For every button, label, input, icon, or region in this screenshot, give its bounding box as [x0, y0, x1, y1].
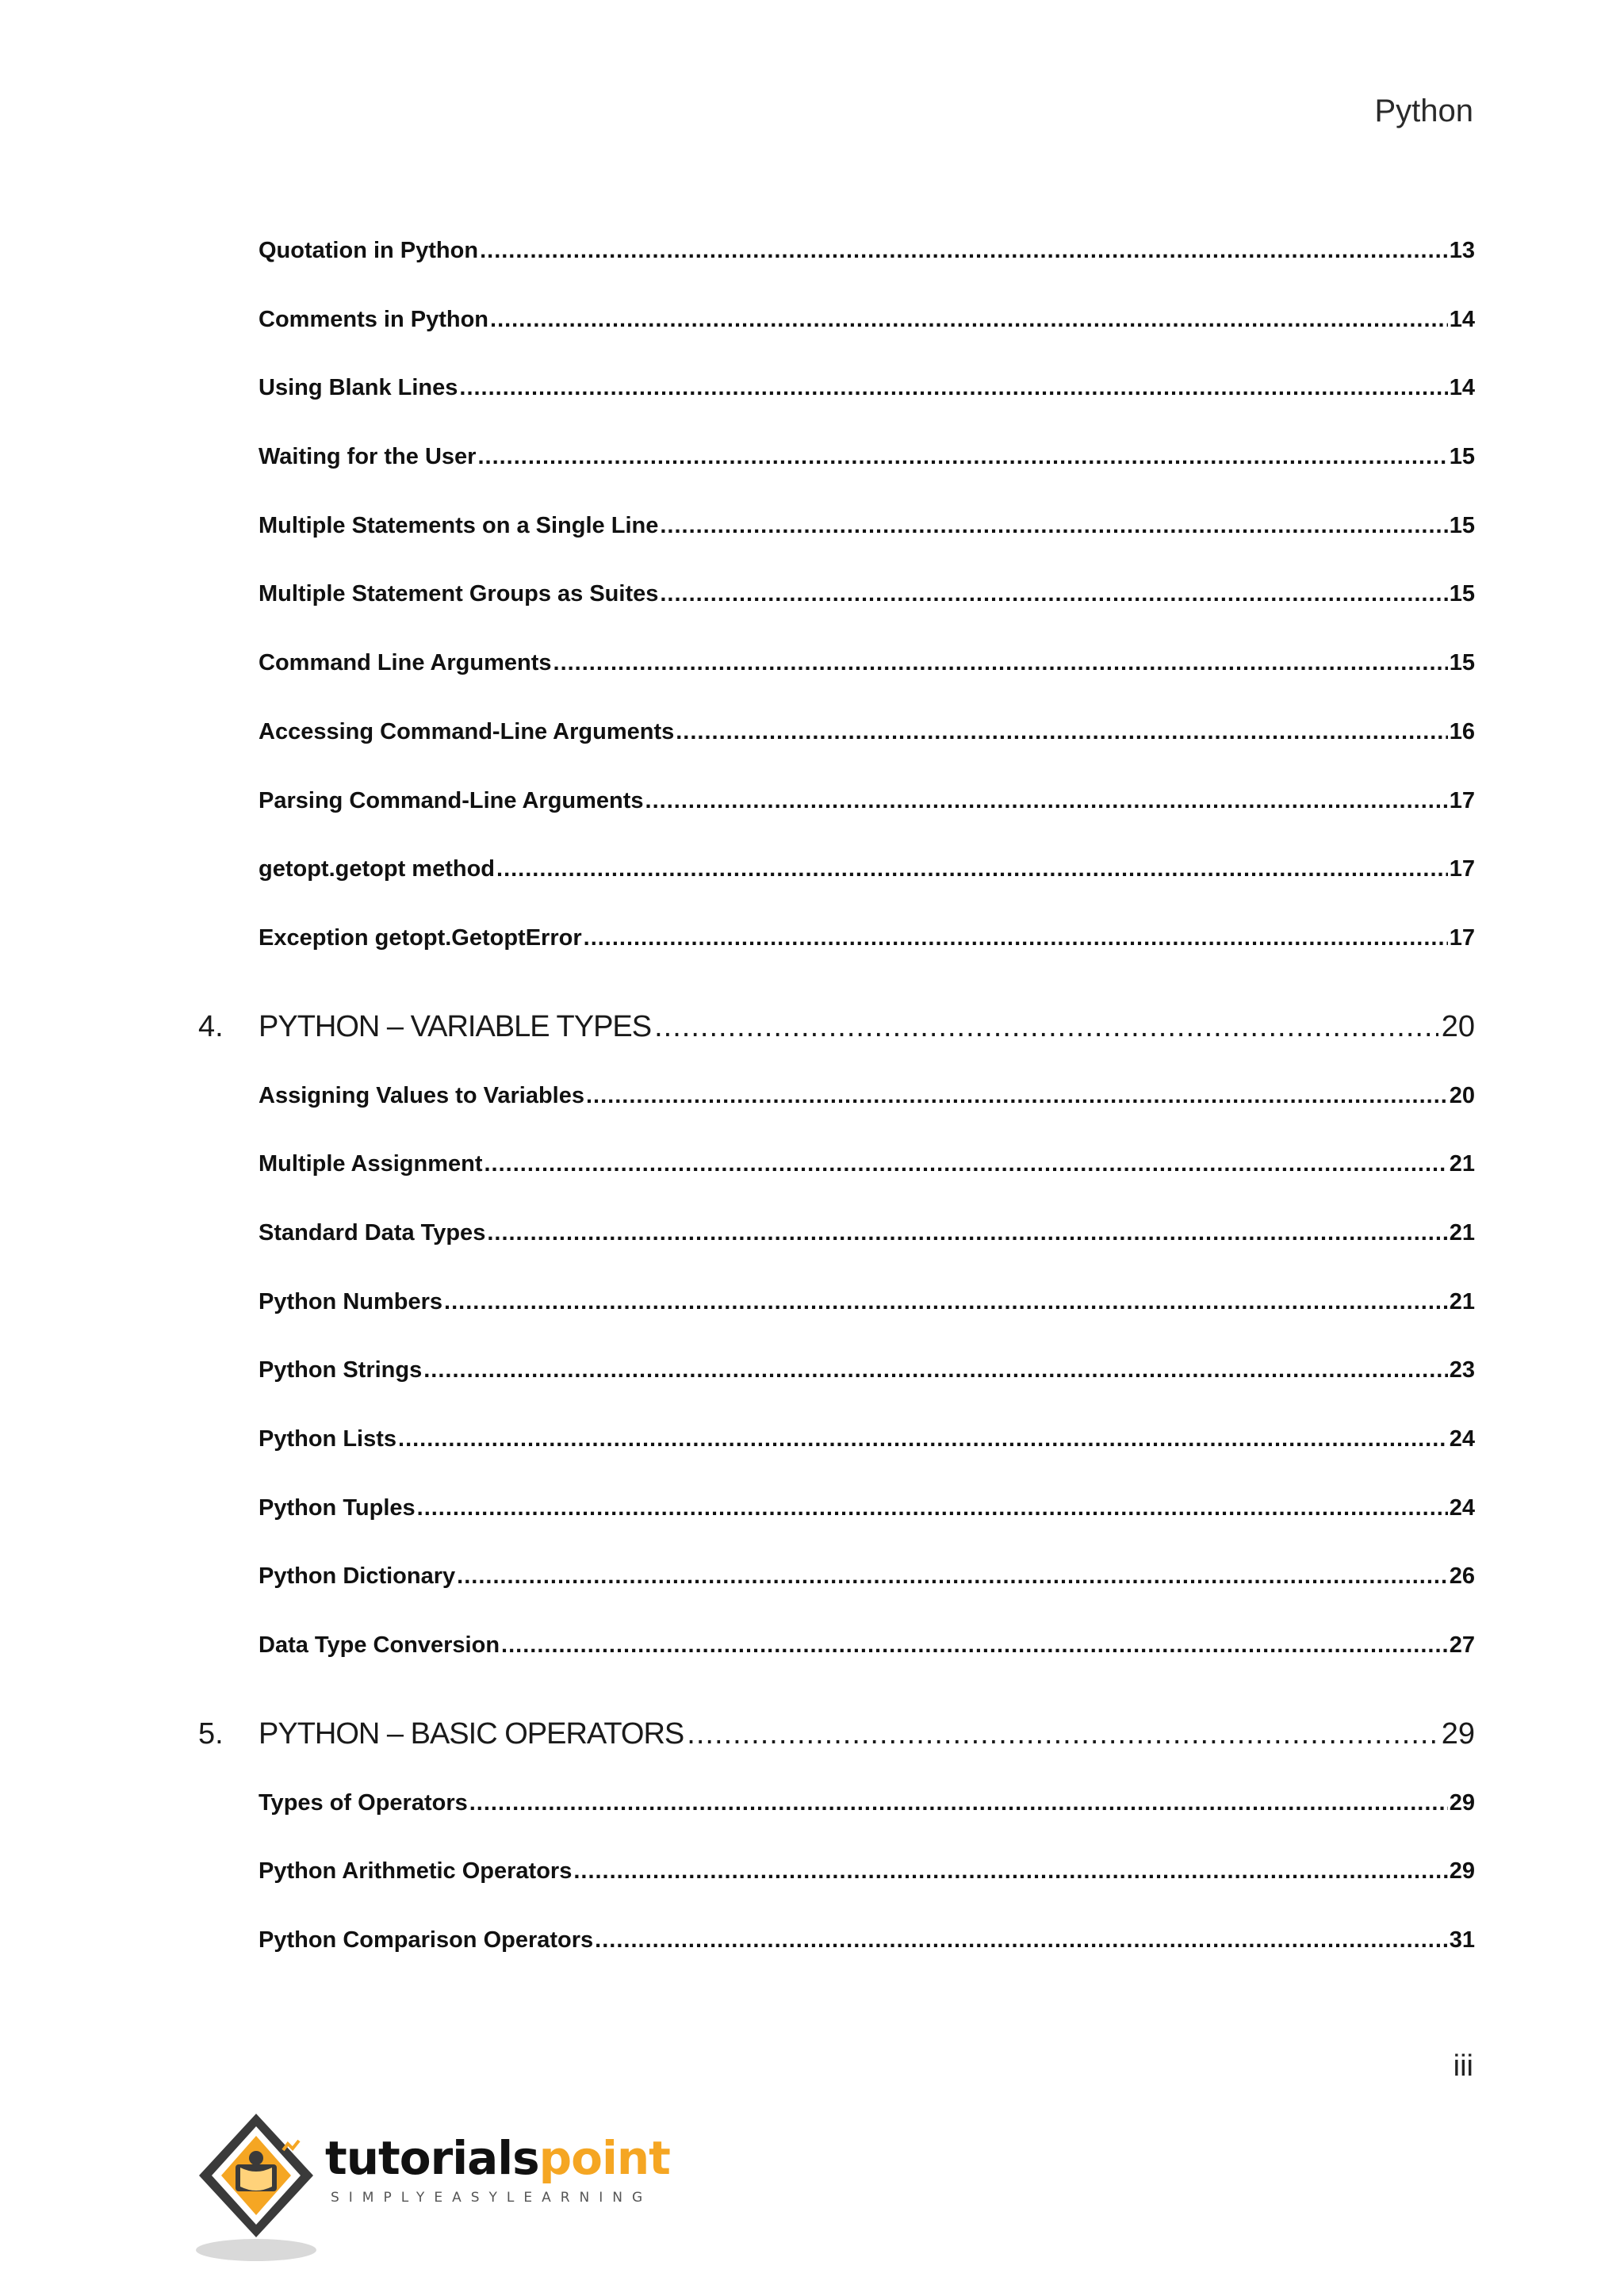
chapter-page: 20: [1441, 1009, 1475, 1043]
chapter-number: 5.: [198, 1716, 224, 1751]
leader-dots: [490, 307, 1448, 333]
leader-dots: [459, 375, 1447, 401]
leader-dots: [480, 238, 1448, 264]
leader-dots: [654, 1010, 1438, 1044]
toc-entry[interactable]: [198, 1151, 1475, 1220]
toc-entry-page: 31: [1449, 1927, 1475, 1954]
leader-dots: [584, 925, 1448, 951]
toc-entry[interactable]: [198, 513, 1475, 582]
toc-entry-label: Comments in Python: [259, 306, 489, 332]
toc-entry-page: 26: [1449, 1563, 1475, 1590]
toc-entry[interactable]: [198, 1632, 1475, 1701]
logo-diamond-icon: [194, 2109, 329, 2267]
toc-entry[interactable]: [198, 238, 1475, 307]
tutorialspoint-logo: [194, 2109, 686, 2267]
toc-entry[interactable]: [198, 1083, 1475, 1152]
toc-entry-page: 21: [1449, 1151, 1475, 1177]
toc-entry-page: 13: [1449, 238, 1475, 263]
toc-entry[interactable]: [198, 1357, 1475, 1426]
chapter-title: PYTHON – VARIABLE TYPES: [259, 1009, 652, 1043]
toc-entry-page: 14: [1449, 375, 1475, 401]
toc-chapter-heading[interactable]: [198, 994, 1475, 1083]
toc-entry[interactable]: [198, 444, 1475, 513]
leader-dots: [485, 1151, 1448, 1177]
toc-entry[interactable]: [198, 1790, 1475, 1859]
toc-entry[interactable]: [198, 856, 1475, 925]
leader-dots: [501, 1632, 1448, 1659]
toc-entry-label: Data Type Conversion: [259, 1632, 500, 1659]
toc-entry-page: 21: [1449, 1219, 1475, 1246]
toc-entry[interactable]: [198, 581, 1475, 650]
toc-entry-label: Assigning Values to Variables: [259, 1082, 584, 1108]
toc-entry[interactable]: [198, 1495, 1475, 1564]
running-header: Python: [1374, 94, 1473, 128]
leader-dots: [676, 719, 1447, 745]
toc-entry[interactable]: [198, 925, 1475, 994]
toc-entry-page: 27: [1449, 1632, 1475, 1659]
toc-entry-page: 15: [1449, 650, 1475, 676]
toc-entry[interactable]: [198, 375, 1475, 444]
leader-dots: [496, 856, 1448, 882]
toc-entry-page: 15: [1449, 512, 1475, 538]
toc-entry-label: Standard Data Types: [259, 1219, 486, 1246]
toc-entry-label: Python Tuples: [259, 1494, 416, 1521]
leader-dots: [660, 581, 1447, 607]
leader-dots: [477, 444, 1447, 470]
page-number: iii: [1453, 2049, 1473, 2083]
toc-entry-page: 23: [1449, 1357, 1475, 1383]
toc-entry-label: Python Dictionary: [259, 1563, 456, 1590]
toc-entry-page: 16: [1449, 718, 1475, 744]
toc-entry[interactable]: [198, 719, 1475, 788]
leader-dots: [553, 650, 1448, 676]
toc-entry-label: Python Arithmetic Operators: [259, 1858, 573, 1885]
toc-entry-page: 14: [1449, 306, 1475, 332]
toc-entry[interactable]: [198, 1563, 1475, 1632]
toc-entry[interactable]: [198, 1426, 1475, 1495]
toc-entry-label: Python Comparison Operators: [259, 1927, 594, 1954]
toc-entry[interactable]: [198, 650, 1475, 719]
chapter-page: 29: [1441, 1716, 1475, 1751]
toc-entry-page: 24: [1449, 1426, 1475, 1452]
toc-entry-page: 24: [1449, 1494, 1475, 1521]
toc-entry-label: Multiple Statements on a Single Line: [259, 512, 659, 538]
leader-dots: [469, 1790, 1448, 1816]
table-of-contents: [198, 238, 1475, 1996]
toc-entry-label: Quotation in Python: [259, 238, 479, 263]
leader-dots: [573, 1858, 1447, 1885]
toc-entry-label: Python Strings: [259, 1357, 423, 1383]
leader-dots: [423, 1357, 1448, 1383]
toc-entry-page: 17: [1449, 924, 1475, 951]
chapter-number: 4.: [198, 1009, 224, 1043]
toc-entry-label: Waiting for the User: [259, 444, 477, 470]
toc-entry-label: Python Numbers: [259, 1288, 443, 1314]
toc-entry[interactable]: [198, 1927, 1475, 1996]
leader-dots: [444, 1289, 1448, 1315]
leader-dots: [595, 1927, 1448, 1954]
leader-dots: [687, 1717, 1438, 1751]
toc-entry-label: Multiple Assignment: [259, 1151, 483, 1177]
leader-dots: [660, 513, 1447, 539]
toc-entry-label: Command Line Arguments: [259, 650, 552, 676]
leader-dots: [417, 1495, 1448, 1521]
toc-entry-label: Accessing Command-Line Arguments: [259, 718, 675, 744]
logo-wordmark: tutorialspoint: [325, 2131, 670, 2185]
toc-entry[interactable]: [198, 1858, 1475, 1927]
toc-entry-label: Types of Operators: [259, 1789, 468, 1816]
toc-entry[interactable]: [198, 1289, 1475, 1358]
leader-dots: [645, 788, 1448, 814]
toc-entry[interactable]: [198, 788, 1475, 857]
toc-entry-label: Using Blank Lines: [259, 375, 458, 401]
leader-dots: [457, 1563, 1448, 1590]
toc-entry-page: 17: [1449, 787, 1475, 813]
toc-chapter-heading[interactable]: [198, 1701, 1475, 1790]
toc-entry-page: 15: [1449, 444, 1475, 470]
toc-entry-page: 21: [1449, 1288, 1475, 1314]
toc-entry-page: 17: [1449, 856, 1475, 882]
toc-entry[interactable]: [198, 1220, 1475, 1289]
leader-dots: [487, 1220, 1447, 1246]
chapter-title: PYTHON – BASIC OPERATORS: [259, 1716, 684, 1751]
toc-entry-label: Multiple Statement Groups as Suites: [259, 581, 659, 607]
leader-dots: [586, 1083, 1448, 1109]
toc-entry-page: 29: [1449, 1858, 1475, 1885]
toc-entry-label: Python Lists: [259, 1426, 397, 1452]
toc-entry-page: 29: [1449, 1789, 1475, 1816]
leader-dots: [398, 1426, 1448, 1452]
toc-entry-label: Parsing Command-Line Arguments: [259, 787, 644, 813]
toc-entry-label: Exception getopt.GetoptError: [259, 924, 582, 951]
toc-entry-page: 20: [1449, 1082, 1475, 1108]
toc-entry-label: getopt.getopt method: [259, 856, 496, 882]
toc-entry-page: 15: [1449, 581, 1475, 607]
toc-entry[interactable]: [198, 307, 1475, 376]
logo-tagline: SIMPLYEASYLEARNING: [331, 2190, 653, 2206]
